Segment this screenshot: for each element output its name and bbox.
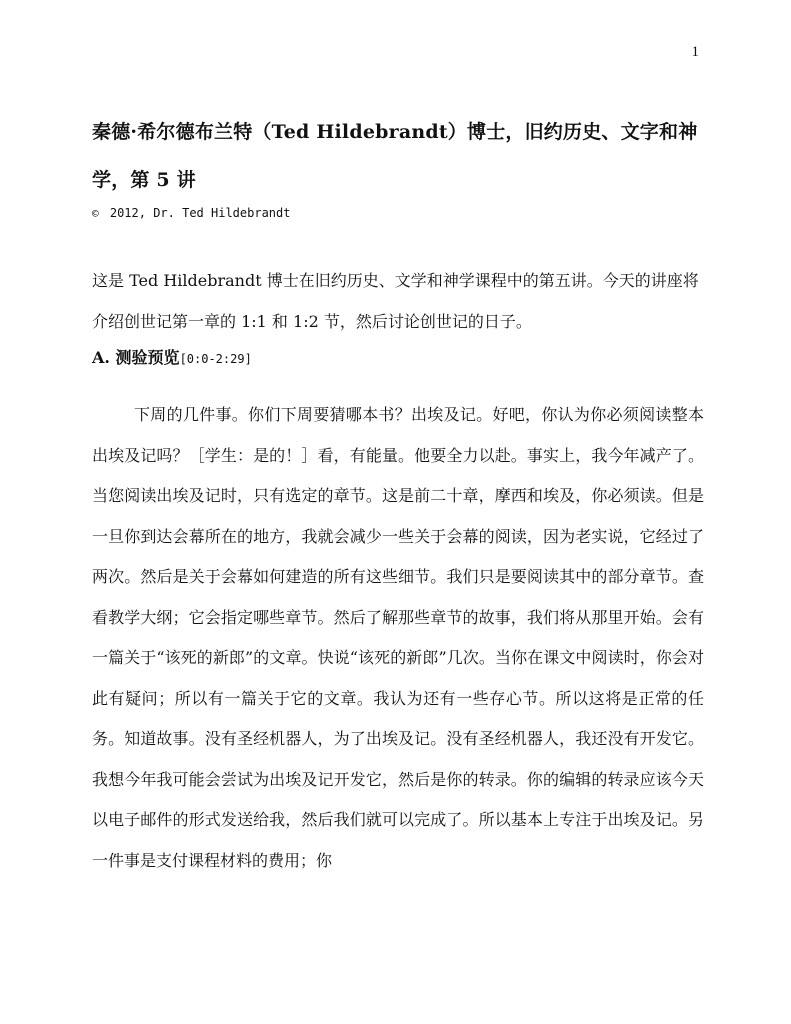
- page-number: 1: [691, 44, 699, 60]
- body-paragraph: 下周的几件事。你们下周要猜哪本书？出埃及记。好吧，你认为你必须阅读整本出埃及记吗？［学生：是的！］看，有能量。他要全力以赴。事实上，我今年减产了。当您阅读出埃及记时，只有选定的章节。这是前二十章，摩西和埃及，你必须读。但是一旦你到达会幕所在的地方，我就会减少一些关于会幕的阅读，因为老实说，它经过了两次。然后是关于会幕如何建造的所有这些细节。我们只是要阅读其中的部分章节。查看教学大纲；它会指定哪些章节。然后了解那些章节的故事，我们将从那里开始。会有一篇关于“该死的新郎”的文章。快说“该死的新郎”几次。当你在课文中阅读时，你会对此有疑问；所以有一篇关于它的文章。我认为还有一些存心节。所以这将是正常的任务。知道故事。没有圣经机器人，为了出埃及记。没有圣经机器人，我还没有开发它。我想今年我可能会尝试为出埃及记开发它，然后是你的转录。你的编辑的转录应该今天以电子邮件的形式发送给我，然后我们就可以完成了。所以基本上专注于出埃及记。另一件事是支付课程材料的费用；你: [92, 405, 704, 870]
- section-timecode: [0:0-2:29]: [179, 352, 252, 366]
- document-title: 秦德·希尔德布兰特（Ted Hildebrandt）博士，旧约历史、文字和神学，第 5 讲: [92, 121, 698, 191]
- section-title: A. 测验预览: [92, 348, 180, 367]
- copyright-bullet-icon: ©: [92, 207, 99, 220]
- copyright-text: 2012, Dr. Ted Hildebrandt: [109, 206, 291, 220]
- section-heading: [92, 345, 252, 368]
- intro-paragraph: 这是 Ted Hildebrandt 博士在旧约历史、文学和神学课程中的第五讲。今天的讲座将介绍创世记第一章的 1:1 和 1:2 节，然后讨论创世记的日子。: [92, 271, 699, 331]
- copyright-line: [92, 206, 290, 220]
